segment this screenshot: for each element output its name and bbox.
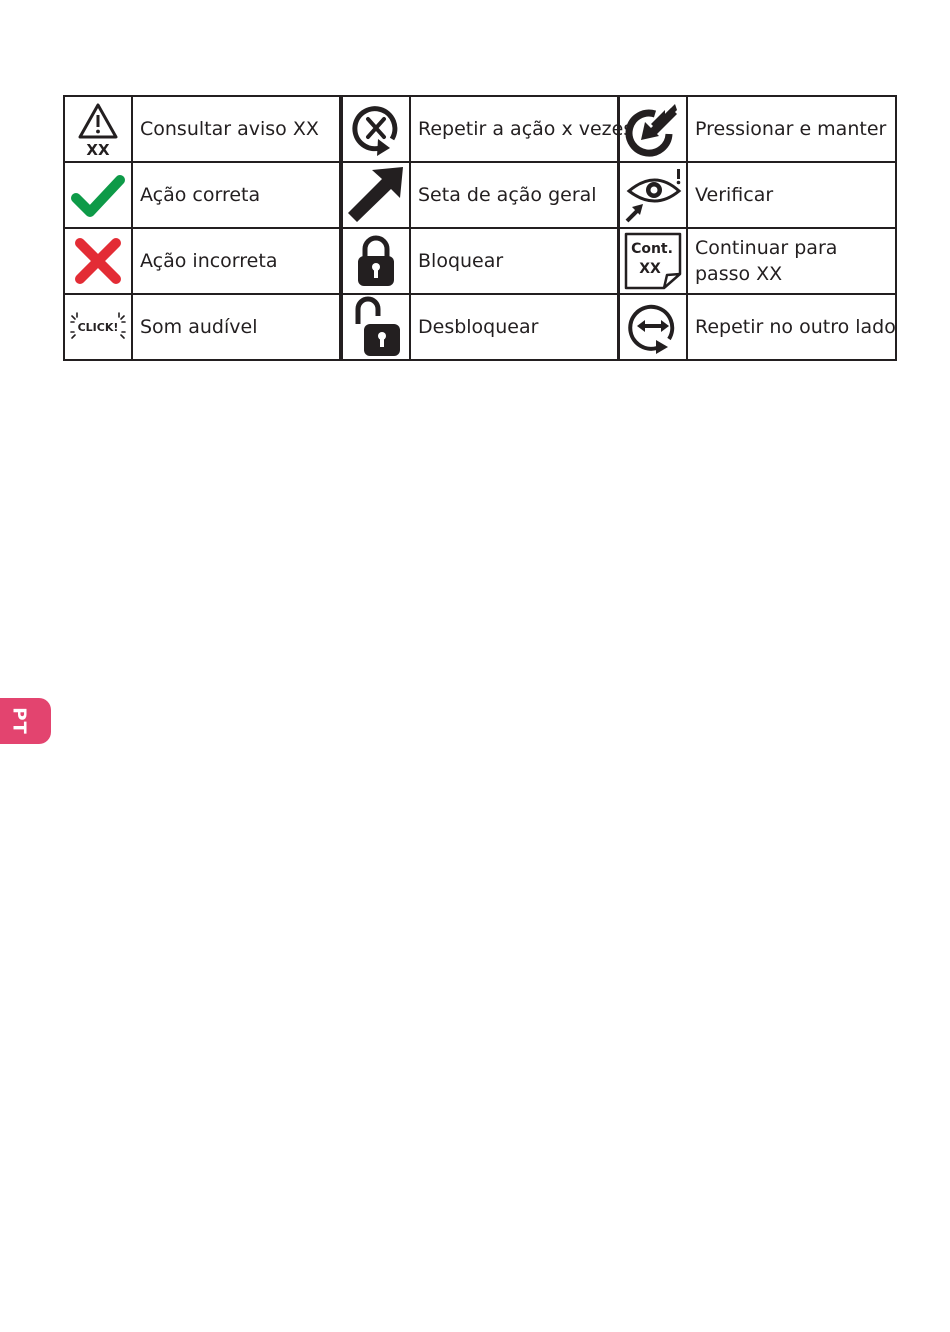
legend-row-warning <box>64 96 340 162</box>
legend-row-continue <box>619 228 896 294</box>
press-and-hold-icon <box>625 100 681 158</box>
label-acao-correta: Ação correta <box>132 162 340 228</box>
click-icon-cell <box>64 294 132 360</box>
language-tab <box>0 698 51 744</box>
legend-row-press <box>619 96 896 162</box>
legend-row-incorrect <box>64 228 340 294</box>
label-repetir-outro-lado: Repetir no outro lado <box>687 294 896 360</box>
lock-closed-icon <box>356 234 396 288</box>
legend-row-unlock <box>342 294 618 360</box>
checkmark-icon-cell <box>64 162 132 228</box>
legend-row-lock <box>342 228 618 294</box>
label-verificar: Verificar <box>687 162 896 228</box>
label-continuar-line-2: passo XX <box>695 263 783 285</box>
label-bloquear: Bloquear <box>410 228 618 294</box>
action-arrow-icon <box>346 165 406 225</box>
continue-icon-cell <box>619 228 687 294</box>
legend-table-right <box>618 95 897 361</box>
eye-check-icon <box>623 167 683 223</box>
eye-icon-cell <box>619 162 687 228</box>
continue-icon-text-bottom: XX <box>639 261 661 277</box>
label-pressionar-manter: Pressionar e manter <box>687 96 896 162</box>
continue-icon-text-top: Cont. <box>631 241 673 257</box>
label-repetir-acao: Repetir a ação x vezes <box>410 96 618 162</box>
legend-row-repeat <box>342 96 618 162</box>
label-desbloquear: Desbloquear <box>410 294 618 360</box>
language-tab-label: PT <box>8 707 30 735</box>
legend-row-arrow <box>342 162 618 228</box>
lock-open-icon <box>350 296 402 358</box>
legend-row-verify <box>619 162 896 228</box>
cross-icon <box>72 235 124 287</box>
label-seta-acao: Seta de ação geral <box>410 162 618 228</box>
legend-table-left <box>63 95 341 361</box>
legend-table-middle <box>341 95 634 361</box>
repeat-icon-cell <box>342 96 410 162</box>
legend-row-correct <box>64 162 340 228</box>
repeat-x-times-icon <box>348 101 404 157</box>
label-acao-incorreta: Ação incorreta <box>132 228 340 294</box>
warning-icon-cell <box>64 96 132 162</box>
warning-icon-text: XX <box>86 141 110 157</box>
label-consultar-aviso: Consultar aviso XX <box>132 96 340 162</box>
label-continuar-passo <box>687 228 896 294</box>
unlock-icon-cell <box>342 294 410 360</box>
press-icon-cell <box>619 96 687 162</box>
click-icon-text: CLICK! <box>77 321 119 334</box>
lock-icon-cell <box>342 228 410 294</box>
continue-page-icon <box>623 231 683 291</box>
warning-triangle-icon <box>76 101 120 157</box>
repeat-other-side-icon <box>625 299 681 355</box>
legend-row-click <box>64 294 340 360</box>
click-sound-icon <box>68 310 128 344</box>
other-side-icon-cell <box>619 294 687 360</box>
arrow-icon-cell <box>342 162 410 228</box>
checkmark-icon <box>70 171 126 219</box>
label-som-audivel: Som audível <box>132 294 340 360</box>
legend-row-other-side <box>619 294 896 360</box>
cross-icon-cell <box>64 228 132 294</box>
label-continuar-line-1: Continuar para <box>695 237 838 259</box>
